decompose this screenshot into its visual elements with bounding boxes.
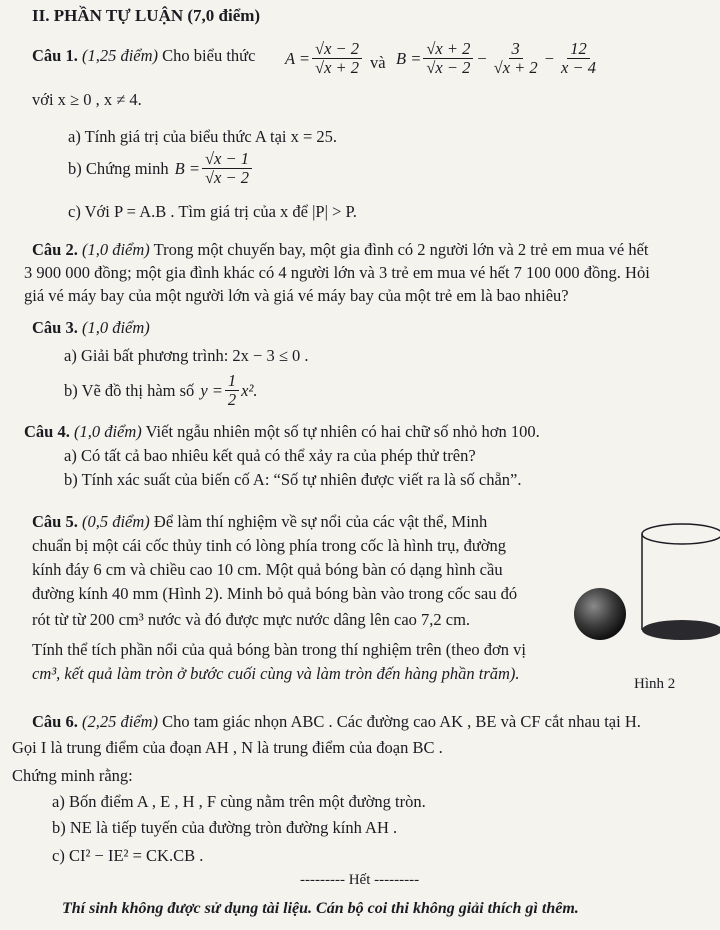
q1-b-lhs: B = bbox=[174, 158, 200, 178]
B-lhs: B = bbox=[396, 48, 422, 68]
q4-line1 bbox=[24, 422, 540, 442]
figure-ball-and-cup bbox=[574, 520, 720, 660]
q3-part-b bbox=[64, 372, 258, 409]
q5-line1 bbox=[32, 512, 487, 532]
q5-label: Câu 5. bbox=[32, 512, 78, 531]
q4-part-b: b) Tính xác suất của biến cố A: “Số tự nhiên được viết ra là số chẵn”. bbox=[64, 470, 522, 489]
q1-b-denominator: √x − 2 bbox=[204, 168, 249, 187]
q6-line1 bbox=[32, 712, 641, 732]
q1-expression-A bbox=[285, 40, 364, 77]
q1-b-numerator: √x − 1 bbox=[202, 150, 252, 169]
q3-b-text: b) Vẽ đồ thị hàm số bbox=[64, 380, 195, 400]
q1-part-c: c) Với P = A.B . Tìm giá trị của x để |P| > P. bbox=[68, 202, 357, 221]
B-term2-numerator: 3 bbox=[509, 40, 523, 59]
q5-points: (0,5 điểm) bbox=[81, 512, 150, 531]
q3-b-tail: x². bbox=[241, 380, 258, 400]
q6-text1: Cho tam giác nhọn ABC . Các đường cao AK , BE và CF cắt nhau tại H. bbox=[162, 712, 641, 731]
q2-text1: Trong một chuyến bay, một gia đình có 2 người lớn và 2 trẻ em mua vé hết bbox=[153, 240, 649, 259]
section-title: II. PHẦN TỰ LUẬN (7,0 điểm) bbox=[32, 6, 261, 25]
q6-part-c: c) CI² − IE² = CK.CB . bbox=[52, 846, 204, 865]
q1-condition: với x ≥ 0 , x ≠ 4. bbox=[32, 90, 142, 109]
q1-expression-B bbox=[396, 40, 601, 77]
q5-line2: chuẩn bị một cái cốc thủy tinh có lòng phía trong cốc là hình trụ, đường bbox=[32, 536, 507, 555]
q1-intro: Cho biểu thức bbox=[162, 46, 256, 65]
minus-sign: − bbox=[477, 48, 487, 68]
figure-caption: Hình 2 bbox=[634, 676, 676, 692]
q6-line2: Gọi I là trung điểm của đoạn AH , N là trung điểm của đoạn BC . bbox=[12, 738, 443, 757]
q1-b-fraction bbox=[202, 150, 252, 187]
q6-label: Câu 6. bbox=[32, 712, 78, 731]
q3-b-numerator: 1 bbox=[225, 372, 239, 391]
q2-line3: giá vé máy bay của một người lớn và giá vé máy bay của một trẻ em là bao nhiêu? bbox=[24, 286, 569, 305]
q3-b-denominator: 2 bbox=[227, 390, 237, 409]
minus-sign: − bbox=[544, 48, 554, 68]
A-lhs: A = bbox=[285, 48, 311, 68]
end-marker: --------- Hết --------- bbox=[300, 872, 420, 888]
q1-b-text: b) Chứng minh bbox=[68, 158, 169, 178]
q4-part-a: a) Có tất cả bao nhiêu kết quả có thể xảy ra của phép thử trên? bbox=[64, 446, 476, 465]
q5-line7: cm³, kết quả làm tròn ở bước cuối cùng và làm tròn đến hàng phần trăm). bbox=[32, 664, 520, 683]
q3-part-a: a) Giải bất phương trình: 2x − 3 ≤ 0 . bbox=[64, 346, 309, 365]
B-term1 bbox=[423, 40, 473, 77]
q5-line4: đường kính 40 mm (Hình 2). Minh bỏ quả bóng bàn vào trong cốc sau đó bbox=[32, 584, 518, 603]
footer-note: Thí sinh không được sử dụng tài liệu. Cán bộ coi thi không giải thích gì thêm. bbox=[62, 900, 579, 917]
q5-line3: kính đáy 6 cm và chiều cao 10 cm. Một quả bóng bàn có dạng hình cầu bbox=[32, 560, 503, 579]
q2-line2: 3 900 000 đồng; một gia đình khác có 4 người lớn và 3 trẻ em mua vé hết 7 100 000 đồng. Hỏi bbox=[24, 263, 650, 282]
q1-part-b bbox=[68, 150, 254, 187]
cup-base bbox=[642, 620, 720, 640]
q3-label: Câu 3. bbox=[32, 318, 78, 337]
q4-text1: Viết ngẫu nhiên một số tự nhiên có hai chữ số nhỏ hơn 100. bbox=[145, 422, 540, 441]
q6-prove: Chứng minh rằng: bbox=[12, 766, 133, 785]
q1-and: và bbox=[370, 53, 386, 72]
q6-part-b: b) NE là tiếp tuyến của đường tròn đường kính AH . bbox=[52, 818, 398, 837]
q5-text1: Để làm thí nghiệm về sự nổi của các vật thể, Minh bbox=[153, 512, 488, 531]
q2-line1 bbox=[32, 240, 649, 260]
B-term3-denominator: x − 4 bbox=[561, 58, 596, 77]
q3-points: (1,0 điểm) bbox=[81, 318, 150, 337]
q6-part-a: a) Bốn điểm A , E , H , F cùng nằm trên một đường tròn. bbox=[52, 792, 426, 811]
B-term3 bbox=[558, 40, 599, 77]
A-fraction bbox=[312, 40, 362, 77]
B-term1-denominator: √x − 2 bbox=[426, 58, 471, 77]
q3-b-lhs: y = bbox=[200, 380, 223, 400]
B-term2 bbox=[491, 40, 541, 77]
q3-b-fraction bbox=[225, 372, 239, 409]
q5-line5: rót từ từ 200 cm³ nước và đó được mực nước dâng lên cao 7,2 cm. bbox=[32, 610, 471, 629]
q2-label: Câu 2. bbox=[32, 240, 78, 259]
A-numerator: √x − 2 bbox=[312, 40, 362, 59]
q1-header bbox=[32, 46, 255, 66]
B-term3-numerator: 12 bbox=[567, 40, 590, 59]
B-term1-numerator: √x + 2 bbox=[423, 40, 473, 59]
q6-points: (2,25 điểm) bbox=[81, 712, 159, 731]
q4-points: (1,0 điểm) bbox=[73, 422, 142, 441]
q4-label: Câu 4. bbox=[24, 422, 70, 441]
A-denominator: √x + 2 bbox=[315, 58, 360, 77]
q1-label: Câu 1. bbox=[32, 46, 78, 65]
B-term2-denominator: √x + 2 bbox=[493, 58, 538, 77]
cup-rim bbox=[642, 524, 720, 544]
ping-pong-ball bbox=[574, 588, 626, 640]
q1-part-a: a) Tính giá trị của biểu thức A tại x = 25. bbox=[68, 127, 338, 146]
q5-line6: Tính thể tích phần nổi của quả bóng bàn trong thí nghiệm trên (theo đơn vị bbox=[32, 640, 526, 659]
q3-header bbox=[32, 318, 150, 338]
q2-points: (1,0 điểm) bbox=[81, 240, 150, 259]
q1-points: (1,25 điểm) bbox=[81, 46, 159, 65]
